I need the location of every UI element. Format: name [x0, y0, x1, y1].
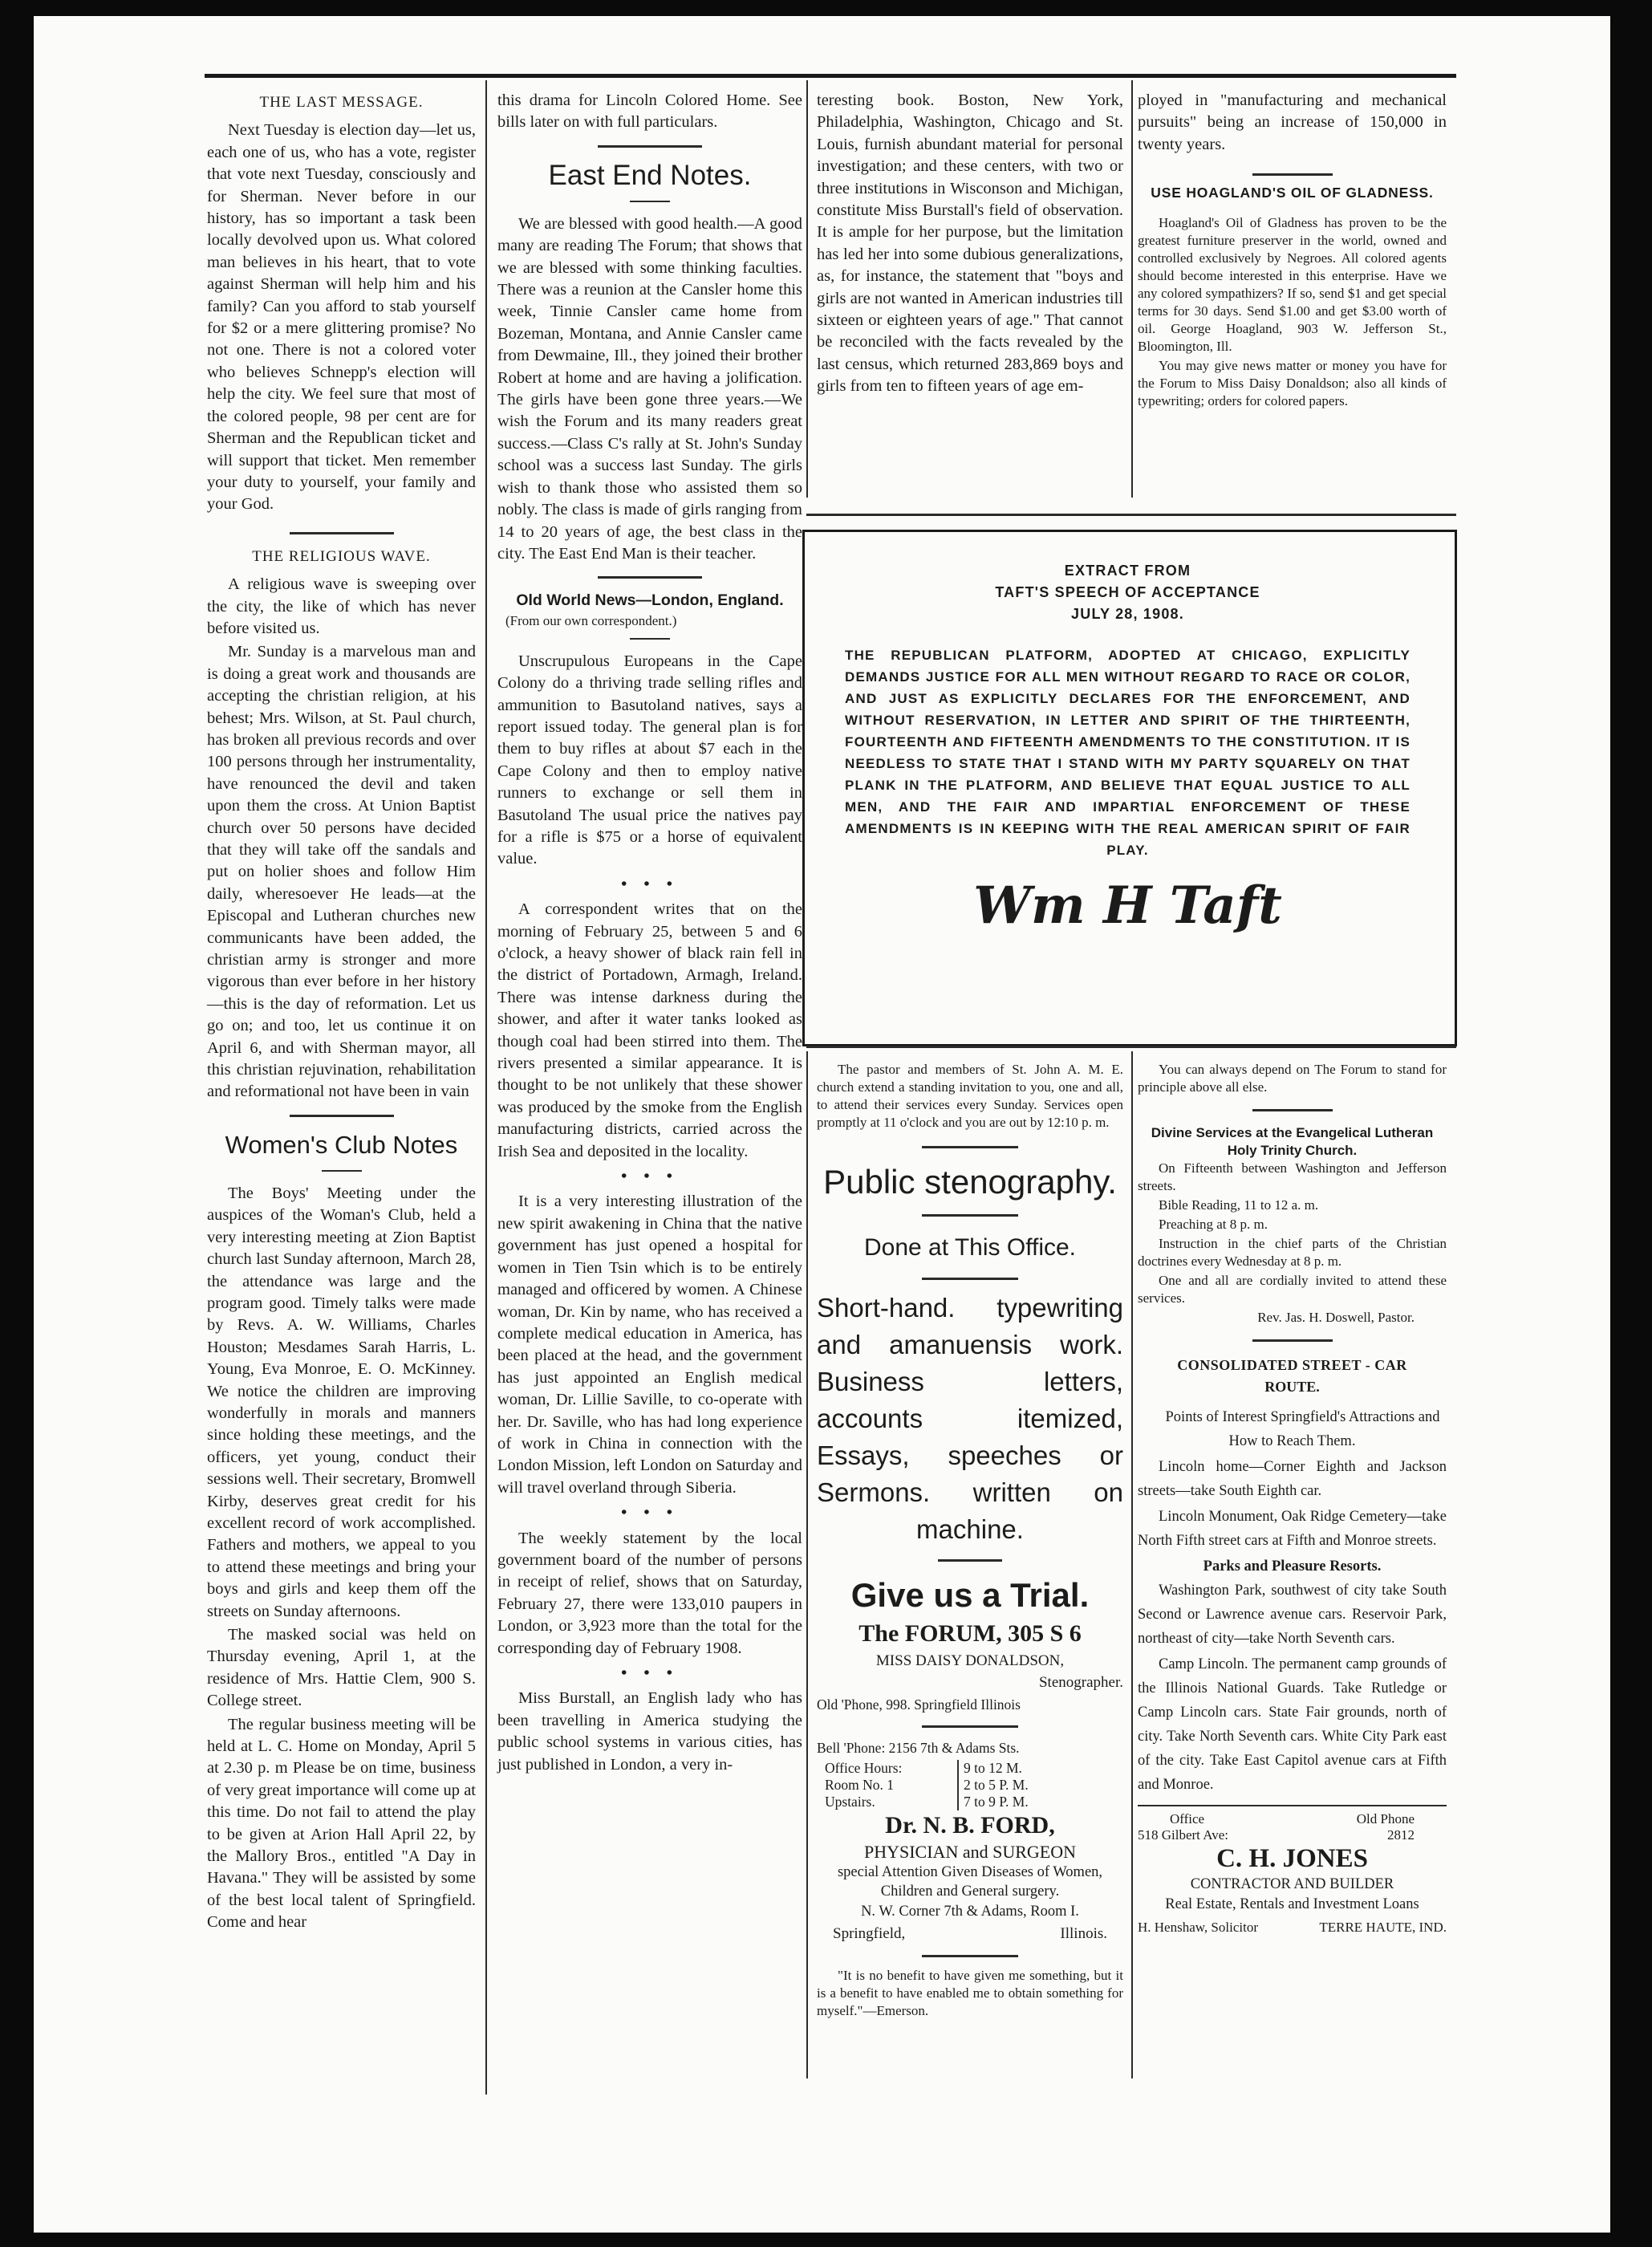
section-rule [922, 1955, 1018, 1957]
hoagland-title: USE HOAGLAND'S OIL OF GLADNESS. [1151, 185, 1434, 201]
womens-club-p3: The regular business meeting will be held at L. C. Home on Monday, April 5 at 2.30 p. m Please be on time, business of very great importance will come up at this time. Do not fail to attend the play to be given at Arion Hall April 22, by the Mallory Bros., entitled "A Day in Havana." They will be assisted by some of the best local talent of Springfield. Come and hear [207, 1715, 476, 1932]
taft-signature: Wm H Taft [973, 876, 1282, 936]
doctor-address: N. W. Corner 7th & Adams, Room I. [861, 1904, 1079, 1920]
taft-heading-3: JULY 28, 1908. [1071, 606, 1184, 622]
section-rule [598, 145, 702, 148]
section-rule [290, 1115, 394, 1117]
religious-wave-p1: A religious wave is sweeping over the city, the like of which has never before visited us. [207, 575, 476, 637]
old-world-p5: Miss Burstall, an English lady who has been travelling in America studying the public school systems in various cities, has just published in London, a very in- [497, 1689, 802, 1774]
old-world-p2: A correspondent writes that on the morning of February 25, between 5 and 6 o'clock, a heavy shower of black rain fell in the district of Portadown, Armagh, Ireland. There was intense darkness during the shower, and after it water tanks looked as though coal had been stirred into them. The rivers presented a similar appearance. It is thought to be not unlikely that these shower was produced by the smoke from the English manufacturing districts, carried across the Irish Sea and deposited in the locality. [497, 900, 802, 1160]
divine-line: Preaching at 8 p. m. [1159, 1217, 1268, 1232]
stenography-body: Short-hand. typewriting and amanuensis work. Business letters, accounts itemized, Essays, speeches or Sermons. written on machine. [817, 1293, 1123, 1544]
section-rule [922, 1725, 1018, 1728]
jones-name: C. H. JONES [1216, 1843, 1368, 1873]
news-matter-body: You may give news matter or money you have for the Forum to Miss Daisy Donaldson; also all kinds of typewriting; orders for colored papers. [1138, 357, 1447, 408]
burstall-continuation: teresting book. Boston, New York, Philadelphia, Washington, Chicago and St. Louis, furnish abundant material for personal investigation; and these centers, with two or three institutions in Wisconson and Michigan, constitute Miss Burstall's field of observation. It is ample for her purpose, but the limitation has led her into some dubious generalizations, as, for instance, the statement that "boys and girls are not wanted in American industries till sixteen or eighteen years of age." That cannot be reconciled with the facts revealed by the last census, which returned 283,869 boys and girls from ten to fifteen years of age em- [817, 91, 1123, 396]
route-line: Lincoln home—Corner Eighth and Jackson streets—take South Eighth car. [1138, 1458, 1447, 1499]
old-world-p4: The weekly statement by the local government board of the number of persons in receipt of relief, shows that on Saturday, February 27, there were 133,010 paupers in London, or 3,923 more than the total for the corresponding day of February 1908. [497, 1529, 802, 1657]
forum-address: The FORUM, 305 S 6 [858, 1620, 1082, 1647]
jones-title: CONTRACTOR AND BUILDER [1190, 1875, 1394, 1892]
top-rule [205, 74, 1456, 78]
column-3-top [817, 90, 1123, 400]
stenography-title: Public stenography. [823, 1163, 1117, 1201]
section-rule [598, 576, 702, 579]
column-divider [1131, 1051, 1133, 2078]
give-trial: Give us a Trial. [850, 1576, 1090, 1614]
womens-club-p2: The masked social was held on Thursday evening, April 1, at the residence of Mrs. Hattie Clem, 900 S. College street. [207, 1626, 476, 1710]
office-hours [817, 1760, 1123, 1810]
divine-line: Bible Reading, 11 to 12 a. m. [1159, 1197, 1319, 1213]
section-rule [922, 1146, 1018, 1148]
divine-pastor: Rev. Jas. H. Doswell, Pastor. [1257, 1310, 1415, 1325]
separator-dots: • • • [621, 875, 679, 893]
parks-line: Camp Lincoln. The permanent camp grounds of the Illinois National Guards. Take Rutledge or Camp Lincoln cars. State Fair grounds, north of city. Take North Seventh cars. White City Park east of the city. Take East Capitol avenue cars at Fifth and Monroe. [1138, 1656, 1447, 1793]
section-rule [806, 1046, 1456, 1048]
divine-line: On Fifteenth between Washington and Jefferson streets. [1138, 1160, 1447, 1193]
office-label: Office [1170, 1810, 1205, 1826]
column-4-top [1138, 90, 1447, 412]
section-rule [938, 1559, 1002, 1562]
bell-phone: Bell 'Phone: 2156 7th & Adams Sts. [817, 1740, 1020, 1757]
section-rule [290, 532, 394, 534]
doctor-city-name: Springfield, [833, 1925, 906, 1943]
separator-dots: • • • [621, 1664, 679, 1682]
section-rule [1252, 1339, 1333, 1342]
hours-value: 2 to 5 P. M. [964, 1776, 1029, 1793]
old-world-title: Old World News—London, England. [516, 591, 784, 610]
section-rule [922, 1278, 1018, 1280]
stenography-done: Done at This Office. [863, 1234, 1077, 1261]
route-title-2: ROUTE. [1264, 1379, 1320, 1396]
column-2 [497, 90, 802, 1778]
column-divider [806, 1051, 808, 2078]
old-world-p3: It is a very interesting illustration of the new spirit awakening in China that the native government has just opened a hospital for women in Tien Tsin which is to be entirely managed and officered by women. A Chinese woman, Dr. Kin by name, who has received a complete medical education in America, has been placed at the head, and the government has just appointed an English medical woman, Dr. Lillie Saville, to co-operate with her. Dr. Saville, who has had long experience of work in China in connection with the London Mission, left London on Saturday and will travel overland through Siberia. [497, 1193, 802, 1497]
drama-continuation: this drama for Lincoln Colored Home. See bills later on with full particulars. [497, 91, 802, 132]
doctor-title: PHYSICIAN and SURGEON [863, 1841, 1076, 1862]
phone-number: 2812 [1387, 1826, 1415, 1843]
hours-label: Office Hours: [825, 1759, 903, 1776]
hoagland-body: Hoagland's Oil of Gladness has proven to be the greatest furniture preserver in the world, owned and controlled exclusively by Negroes. All colored agents should become interested in this enterprise. Have we any colored sympathizers? If so, send $1 and get special terms for 30 days. Send $1.00 and get $3.00 worth of oil. George Hoagland, 903 W. Jefferson St., Bloomington, Ill. [1138, 214, 1447, 354]
hours-label: Room No. 1 [825, 1776, 895, 1793]
doctor-attention: special Attention Given Diseases of Women, Children and General surgery. [837, 1864, 1103, 1900]
daisy-role: Stenographer. [1038, 1674, 1123, 1692]
old-world-p1: Unscrupulous Europeans in the Cape Colony do a thriving trade selling rifles and ammunition to Basutoland natives, says a report issued today. The general plan is for them to buy rifles at about $7 each in the Cape Colony and then to employ native runners to exchange or sell them in Basutoland The usual price the natives pay for a rifle is $75 or a horse of equivalent value. [497, 652, 802, 868]
religious-wave-p2: Mr. Sunday is a marvelous man and is doing a great work and thousands are accepting the christian religion, at his behest; Mrs. Wilson, at St. Paul church, has broken all previous records and over 100 persons through her instrumentality, have renounced the devil and taken upon them the cross. At Union Baptist church over 50 persons have decided that they will take off the sandals and put on holier shoes and follow Him daily, wheresoever He leads—at the Episcopal and Lutheran churches new communicants have been added, the christian army is stronger and more vigorous than ever before in her history—this is the day of reformation. Let us go on; and too, let us continue it on April 6, and with Sherman mayor, all this christian rejuvination, rehabilitation and reformational not have been in vain [207, 643, 476, 1101]
hours-label: Upstairs. [825, 1793, 875, 1810]
column-divider [1131, 80, 1133, 498]
daisy-phone: Old 'Phone, 998. Springfield Illinois [817, 1696, 1021, 1713]
taft-body: THE REPUBLICAN PLATFORM, ADOPTED AT CHICAGO, EXPLICITLY DEMANDS JUSTICE FOR ALL MEN WITHOUT REGARD TO RACE OR COLOR, AND JUST AS EXPLICITLY DECLARES FOR THE ENFORCEMENT, AND WITHOUT RESERVATION, IN LETTER AND SPIRIT OF THE THIRTEENTH, FOURTEENTH AND FIFTEENTH AMENDMENTS TO THE CONSTITUTION. IT IS NEEDLESS TO STATE THAT I STAND WITH MY PARTY SQUARELY ON THAT PLANK IN THE PLATFORM, AND BELIEVE THAT EQUAL JUSTICE TO ALL MEN, AND THE FAIR AND IMPARTIAL ENFORCEMENT OF THESE AMENDMENTS IS IN KEEPING WITH THE REAL AMERICAN SPIRIT OF FAIR PLAY. [845, 648, 1410, 858]
old-world-subtitle: (From our own correspondent.) [505, 612, 677, 628]
separator-dots: • • • [621, 1168, 679, 1186]
divine-line: One and all are cordially invited to attend these services. [1138, 1273, 1447, 1306]
doctor-city [817, 1923, 1123, 1944]
depend-notice: You can always depend on The Forum to stand for principle above all else. [1138, 1062, 1447, 1095]
divine-line: Instruction in the chief parts of the Christian doctrines every Wednesday at 8 p. m. [1138, 1236, 1447, 1269]
taft-heading-2: TAFT'S SPEECH OF ACCEPTANCE [995, 584, 1260, 600]
section-rule [806, 514, 1456, 516]
section-rule [922, 1214, 1018, 1217]
st-john-notice: The pastor and members of St. John A. M. E. church extend a standing invitation to you, one and all, to attend their services every Sunday. Services open promptly at 11 o'clock and you are out by 12:10 p. m. [817, 1062, 1123, 1130]
route-line: Lincoln Monument, Oak Ridge Cemetery—take North Fifth street cars at Fifth and Monroe streets. [1138, 1508, 1447, 1549]
section-rule [1138, 1805, 1447, 1806]
column-divider [485, 80, 487, 2095]
east-end-body: We are blessed with good health.—A good many are reading The Forum; that shows that we are blessed with some thinking faculties. There was a reunion at the Cansler home this week, Tinnie Cansler came home from Bozeman, Montana, and Annie Cansler came from Dewmaine, Ill., they joined their brother Robert at home and are having a jolification. The girls have been gone three years.—We wish the Forum and its many readers great success.—Class C's rally at St. John's Sunday school was a success last Sunday. The girls wish to thank those who assisted them so nobly. The class is made of girls ranging from 14 to 20 years of age, the best class in the city. The East End Man is their teacher. [497, 214, 802, 563]
solicitor: H. Henshaw, Solicitor [1138, 1920, 1258, 1936]
doctor-name: Dr. N. B. FORD, [885, 1811, 1055, 1839]
section-rule [1252, 1109, 1333, 1111]
route-title-1: CONSOLIDATED STREET - CAR [1177, 1357, 1407, 1373]
title-dash [630, 201, 670, 202]
emerson-quote: "It is no benefit to have given me something, but it is a benefit to have enabled me to obtain something for myself."—Emerson. [817, 1967, 1123, 2018]
section-rule [1252, 173, 1333, 176]
daisy-name: MISS DAISY DONALDSON, [875, 1652, 1065, 1669]
hours-value: 7 to 9 P. M. [964, 1793, 1029, 1810]
last-message-body: Next Tuesday is election day—let us, each one of us, who has a vote, register that vote next Tuesday, consciously and for Sherman. Never before in our history, has so important a task been locally devolved upon us. What colored man believes in his heart, that to vote against Sherman will help him and his family? Can you afford to stab yourself for $2 or a mere glittering promise? No not one. There is not a colored voter who believes Schnepp's election will help the city. We feel sure that most of the colored people, 98 per cent are for Sherman and the Republican ticket and will support that ticket. Men remember your duty to yourself, your family and your God. [207, 121, 476, 514]
phone-label: Old Phone [1356, 1810, 1415, 1826]
east-end-title: East End Notes. [548, 159, 752, 191]
hours-value: 9 to 12 M. [964, 1759, 1022, 1776]
title-dash [322, 1170, 362, 1172]
religious-wave-title: THE RELIGIOUS WAVE. [252, 547, 431, 565]
column-divider [806, 80, 808, 498]
doctor-state: Illinois. [1060, 1925, 1107, 1943]
column-4-bottom [1138, 1061, 1447, 1939]
taft-heading-1: EXTRACT FROM [1064, 563, 1191, 579]
parks-line: Washington Park, southwest of city take South Second or Lawrence avenue cars. Reservoir Park, northeast of city—take North Seventh cars. [1138, 1582, 1447, 1647]
office-phone-labels [1138, 1811, 1447, 1827]
parks-title: Parks and Pleasure Resorts. [1203, 1558, 1382, 1575]
jones-footer [1138, 1916, 1447, 1938]
jones-services: Real Estate, Rentals and Investment Loans [1165, 1896, 1419, 1913]
womens-club-p1: The Boys' Meeting under the auspices of the Woman's Club, held a very interesting meeting at Zion Baptist church last Sunday afternoon, March 28, the attendance was large and the program good. Timely talks were made by Revs. A. W. Williams, Charles Houston; Mesdames Sarah Harris, L. Young, Eva Monroe, E. O. McKinney. We notice the children are improving wonderfully in morals and manners since holding these meetings, and the officers, yet young, conduct their sessions well. Their secretary, Bromwell Kirby, deserves great credit for his excellent record of work accomplished. Fathers and mothers, we appeal to you to attend these meetings and bring your boys and girls and keep them off the streets on Sunday afternoons. [207, 1184, 476, 1620]
title-dash [630, 638, 670, 640]
jones-city: TERRE HAUTE, IND. [1319, 1920, 1447, 1936]
last-message-title: THE LAST MESSAGE. [259, 94, 424, 111]
route-subtitle: Points of Interest Springfield's Attractions and How to Reach Them. [1165, 1408, 1440, 1449]
divine-services-title: Divine Services at the Evangelical Lutheran Holy Trinity Church. [1151, 1125, 1434, 1158]
womens-club-title: Women's Club Notes [225, 1130, 458, 1159]
office-phone-values [1138, 1827, 1447, 1843]
manufacturing-continuation: ployed in "manufacturing and mechanical pursuits" being an increase of 150,000 in twenty years. [1138, 91, 1447, 153]
column-3-bottom [817, 1061, 1123, 2021]
column-1 [207, 90, 476, 1936]
taft-extract [845, 560, 1410, 938]
office-address: 518 Gilbert Ave: [1138, 1826, 1228, 1843]
separator-dots: • • • [621, 1504, 679, 1522]
